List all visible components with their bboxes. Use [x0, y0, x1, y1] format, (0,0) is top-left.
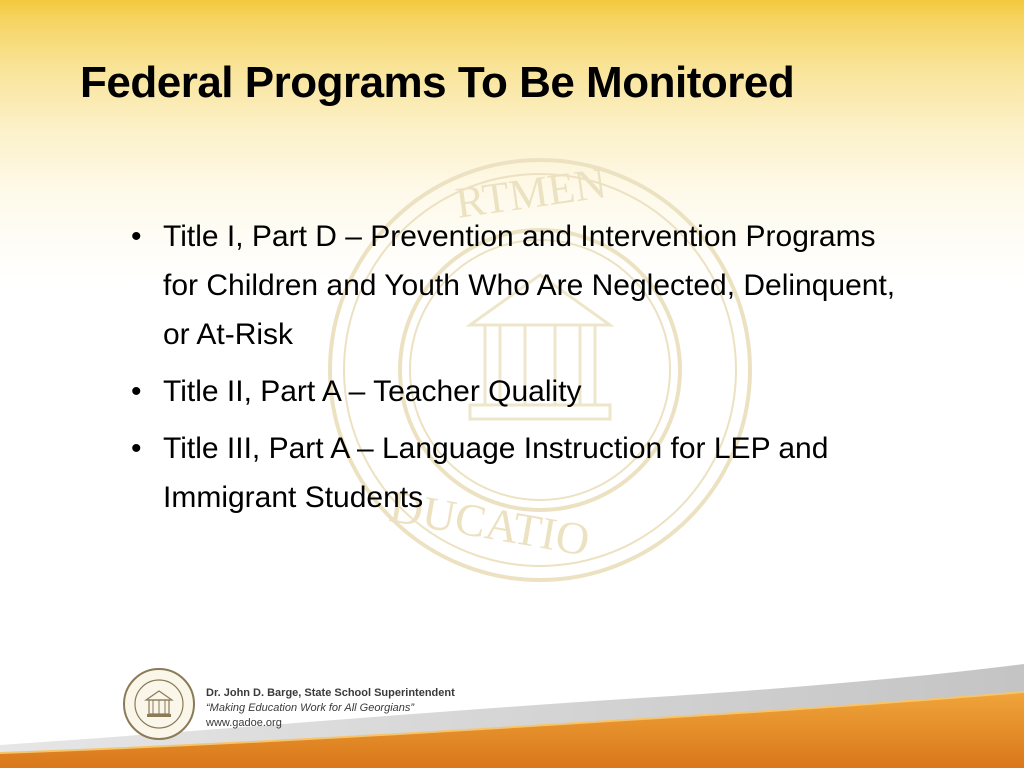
footer-motto: “Making Education Work for All Georgians” [206, 702, 415, 714]
bullet-dot-icon: • [131, 220, 142, 253]
bullet-text: Title II, Part A – Teacher Quality [163, 375, 582, 408]
footer-superintendent: Dr. John D. Barge, State School Superintendent [206, 687, 455, 699]
slide-title: Federal Programs To Be Monitored [80, 58, 795, 107]
bullet-text: Title III, Part A – Language Instruction for LEP and Immigrant Students [163, 432, 829, 514]
department-seal-icon [122, 667, 196, 741]
bullet-item [128, 367, 908, 416]
svg-text:DUCATIO: DUCATIO [385, 480, 594, 566]
svg-text:RTMEN: RTMEN [452, 158, 610, 228]
bullet-item [128, 212, 908, 359]
bullet-dot-icon: • [131, 375, 142, 408]
footer-text [206, 686, 455, 731]
bullet-list [128, 212, 908, 530]
bullet-dot-icon: • [131, 432, 142, 465]
bullet-item [128, 424, 908, 522]
bullet-text: Title I, Part D – Prevention and Intervention Programs for Children and Youth Who Are Neglected, Delinquent, or At-Risk [163, 220, 896, 351]
footer-website[interactable]: www.gadoe.org [206, 717, 282, 729]
